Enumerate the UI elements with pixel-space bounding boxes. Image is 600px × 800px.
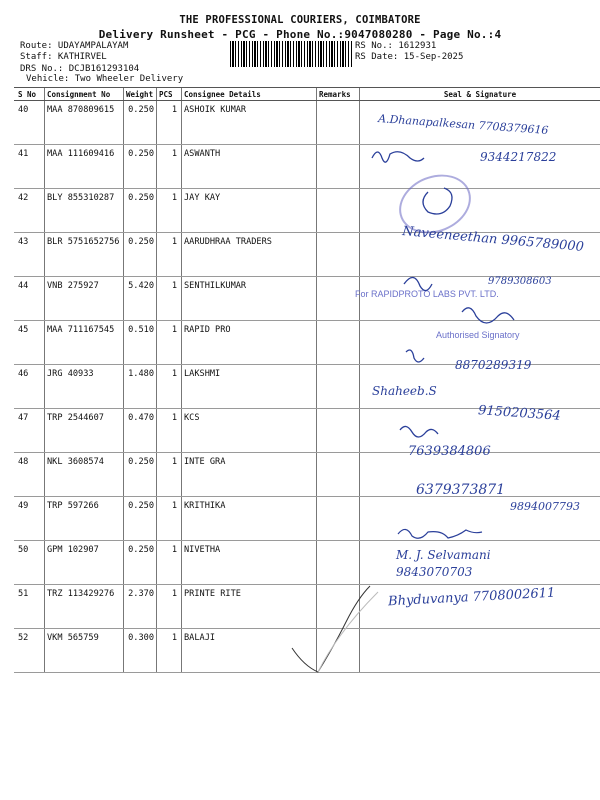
row-sno: 41 xyxy=(14,145,45,189)
table-row xyxy=(14,189,600,233)
col-pcs: PCS xyxy=(157,88,182,101)
row-weight: 0.250 xyxy=(124,453,157,497)
row-consignee: KCS xyxy=(182,409,317,453)
row-consignee: KRITHIKA xyxy=(182,497,317,541)
row-sno: 50 xyxy=(14,541,45,585)
row-remarks xyxy=(317,145,360,189)
row-remarks xyxy=(317,189,360,233)
row-remarks xyxy=(317,365,360,409)
row-weight: 0.250 xyxy=(124,101,157,145)
row-pcs: 1 xyxy=(157,453,182,497)
row-weight: 0.470 xyxy=(124,409,157,453)
row-pcs: 1 xyxy=(157,541,182,585)
row-remarks xyxy=(317,497,360,541)
row-sno: 49 xyxy=(14,497,45,541)
row-remarks xyxy=(317,321,360,365)
row-consignment-no: TRP 597266 xyxy=(45,497,124,541)
row-consignment-no: BLY 855310287 xyxy=(45,189,124,233)
row-pcs: 1 xyxy=(157,629,182,673)
runsheet-table xyxy=(14,87,600,673)
row-remarks xyxy=(317,277,360,321)
row-pcs: 1 xyxy=(157,145,182,189)
row-weight: 0.250 xyxy=(124,233,157,277)
row-sno: 45 xyxy=(14,321,45,365)
handwriting-row-51b: 9843070703 xyxy=(396,565,473,579)
row-sno: 51 xyxy=(14,585,45,629)
handwriting-row-50: 9894007793 xyxy=(510,500,580,513)
handwriting-row-44: 9789308603 xyxy=(488,276,552,287)
table-row xyxy=(14,629,600,673)
row-consignee: SENTHILKUMAR xyxy=(182,277,317,321)
row-consignment-no: BLR 5751652756 xyxy=(45,233,124,277)
row-sno: 42 xyxy=(14,189,45,233)
vehicle-label: Vehicle: Two Wheeler Delivery xyxy=(26,74,184,84)
row-weight: 0.250 xyxy=(124,497,157,541)
row-sno: 46 xyxy=(14,365,45,409)
row-consignment-no: MAA 711167545 xyxy=(45,321,124,365)
col-remarks: Remarks xyxy=(317,88,360,101)
row-pcs: 1 xyxy=(157,101,182,145)
row-consignment-no: NKL 3608574 xyxy=(45,453,124,497)
row-consignment-no: TRZ 113429276 xyxy=(45,585,124,629)
row-remarks xyxy=(317,541,360,585)
col-sno: S No xyxy=(14,88,45,101)
route-label: Route: UDAYAMPALAYAM xyxy=(20,41,129,51)
drs-number: DRS No.: DCJB161293104 xyxy=(20,64,140,74)
row-pcs: 1 xyxy=(157,321,182,365)
row-sno: 48 xyxy=(14,453,45,497)
row-remarks xyxy=(317,409,360,453)
col-seal-signature: Seal & Signature xyxy=(360,88,600,101)
handwriting-row-48b: 7639384806 xyxy=(408,444,491,459)
handwriting-row-52: Bhyduvanya 7708002611 xyxy=(387,585,556,610)
row-consignment-no: MAA 870809615 xyxy=(45,101,124,145)
rs-date: RS Date: 15-Sep-2025 xyxy=(355,52,464,62)
col-consignee-details: Consignee Details xyxy=(182,88,317,101)
row-weight: 2.370 xyxy=(124,585,157,629)
barcode-image xyxy=(230,41,352,67)
handwriting-row-41: 9344217822 xyxy=(480,150,557,164)
row-consignee: AARUDHRAA TRADERS xyxy=(182,233,317,277)
row-consignee: INTE GRA xyxy=(182,453,317,497)
staff-label: Staff: KATHIRVEL xyxy=(20,52,107,62)
rs-number: RS No.: 1612931 xyxy=(355,41,437,51)
company-title: THE PROFESSIONAL COURIERS, COIMBATORE xyxy=(179,14,421,26)
row-remarks xyxy=(317,233,360,277)
row-remarks xyxy=(317,629,360,673)
handwriting-row-43: Naveeneethan 9965789000 xyxy=(401,224,585,255)
row-consignment-no: TRP 2544607 xyxy=(45,409,124,453)
row-sno: 40 xyxy=(14,101,45,145)
row-pcs: 1 xyxy=(157,233,182,277)
table-header-row xyxy=(14,88,600,101)
handwriting-row-48a: 9150203564 xyxy=(477,403,562,424)
stamp-signatory-text: Authorised Signatory xyxy=(436,330,520,340)
row-weight: 0.300 xyxy=(124,629,157,673)
row-consignment-no: VNB 275927 xyxy=(45,277,124,321)
row-sno: 52 xyxy=(14,629,45,673)
row-pcs: 1 xyxy=(157,189,182,233)
col-weight: Weight xyxy=(124,88,157,101)
row-consignee: NIVETHA xyxy=(182,541,317,585)
row-sno: 44 xyxy=(14,277,45,321)
row-sno: 43 xyxy=(14,233,45,277)
handwriting-row-46: 8870289319 xyxy=(455,358,532,372)
row-consignee: ASHOIK KUMAR xyxy=(182,101,317,145)
row-seal-signature xyxy=(360,629,600,673)
row-seal-signature xyxy=(360,189,600,233)
row-pcs: 1 xyxy=(157,585,182,629)
row-remarks xyxy=(317,453,360,497)
stamp-company-text: For RAPIDPROTO LABS PVT. LTD. xyxy=(355,289,499,299)
row-consignee: LAKSHMI xyxy=(182,365,317,409)
row-consignee: BALAJI xyxy=(182,629,317,673)
handwriting-row-51a: M. J. Selvamani xyxy=(396,548,491,562)
col-consignment: Consignment No xyxy=(45,88,124,101)
handwriting-row-47: Shaheeb.S xyxy=(372,384,437,398)
row-remarks xyxy=(317,585,360,629)
row-weight: 0.250 xyxy=(124,541,157,585)
row-consignment-no: JRG 40933 xyxy=(45,365,124,409)
row-pcs: 1 xyxy=(157,409,182,453)
row-weight: 5.420 xyxy=(124,277,157,321)
handwriting-row-49: 6379373871 xyxy=(416,482,506,498)
row-pcs: 1 xyxy=(157,497,182,541)
row-weight: 1.480 xyxy=(124,365,157,409)
runsheet-title: Delivery Runsheet - PCG - Phone No.:9047080280 - Page No.:4 xyxy=(98,28,502,41)
row-consignee: PRINTE RITE xyxy=(182,585,317,629)
row-consignee: JAY KAY xyxy=(182,189,317,233)
row-weight: 0.250 xyxy=(124,189,157,233)
row-consignee: ASWANTH xyxy=(182,145,317,189)
row-consignment-no: GPM 102907 xyxy=(45,541,124,585)
row-consignee: RAPID PRO xyxy=(182,321,317,365)
row-remarks xyxy=(317,101,360,145)
row-pcs: 1 xyxy=(157,277,182,321)
row-weight: 0.250 xyxy=(124,145,157,189)
table-row xyxy=(14,541,600,585)
row-pcs: 1 xyxy=(157,365,182,409)
row-sno: 47 xyxy=(14,409,45,453)
row-weight: 0.510 xyxy=(124,321,157,365)
table-row xyxy=(14,453,600,497)
row-consignment-no: VKM 565759 xyxy=(45,629,124,673)
row-consignment-no: MAA 111609416 xyxy=(45,145,124,189)
handwriting-row-40: A.Dhanapalkesan 7708379616 xyxy=(377,112,549,137)
